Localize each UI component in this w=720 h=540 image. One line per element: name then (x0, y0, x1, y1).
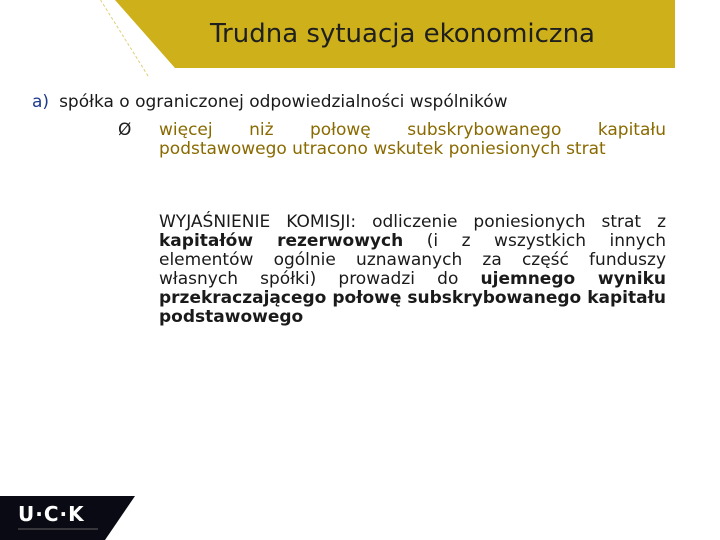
sub-item-text: więcej niż połowę subskrybowanego kapitału podstawowego utracono wskutek poniesionych strat (159, 120, 666, 159)
explanation-bold-2: ujemnego wyniku przekraczającego połowę subskrybowanego kapitału podstawowego (159, 269, 667, 327)
explanation-text-1: WYJAŚNIENIE KOMISJI: odliczenie poniesionych strat z (159, 212, 666, 232)
logo-underline (18, 528, 98, 530)
slide-title: Trudna sytuacja ekonomiczna (210, 19, 595, 49)
list-marker: a) (32, 92, 50, 112)
commission-explanation (159, 213, 666, 327)
sub-item (118, 121, 666, 159)
list-item-a (32, 92, 508, 112)
list-item-text: spółka o ograniczonej odpowiedzialności wspólników (59, 92, 508, 112)
explanation-text-2: (i z wszystkich innych elementów ogólnie uznawanych za część funduszy własnych spółki) prowadzi do (159, 231, 666, 289)
explanation-bold-1: kapitałów rezerwowych (159, 231, 404, 251)
logo: U·C·K (18, 502, 85, 526)
arrow-bullet-icon: Ø (118, 120, 132, 140)
